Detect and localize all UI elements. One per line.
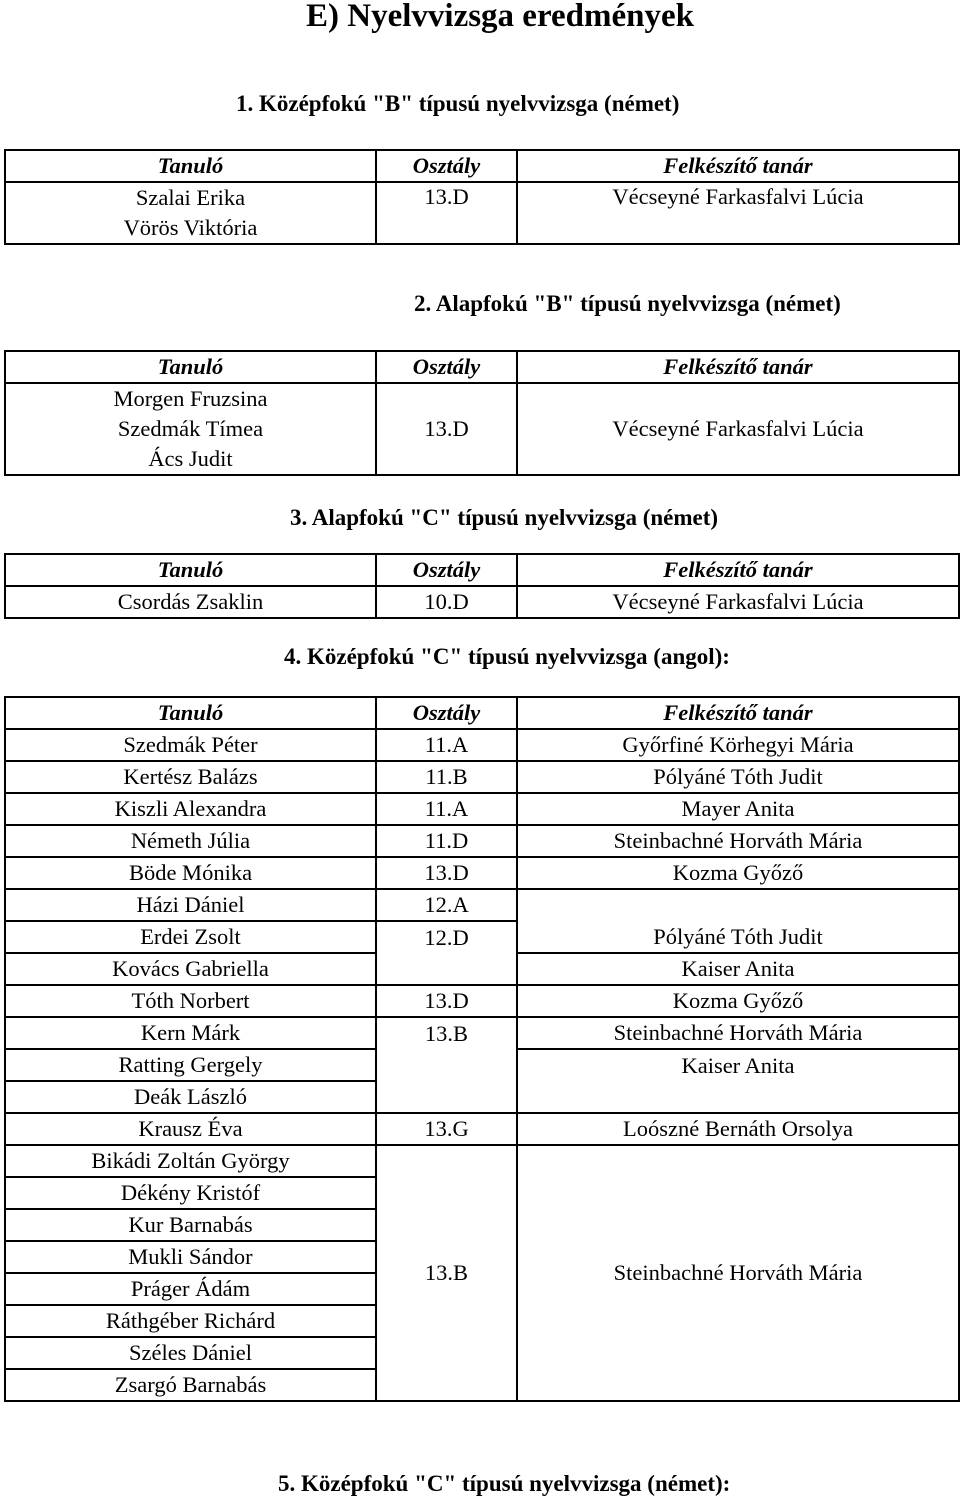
section-1-table bbox=[4, 149, 960, 245]
teacher-cell: Vécseyné Farkasfalvi Lúcia bbox=[517, 182, 959, 244]
page-title: E) Nyelvvizsga eredmények bbox=[306, 0, 694, 34]
class-cell: 13.G bbox=[376, 1113, 517, 1145]
table-row bbox=[5, 1049, 959, 1081]
student-cell: Szedmák Tímea bbox=[5, 414, 376, 444]
student-cell: Deák László bbox=[5, 1081, 376, 1113]
header-teacher: Felkészítő tanár bbox=[517, 554, 959, 586]
table-row bbox=[5, 889, 959, 921]
section-2-table bbox=[4, 350, 960, 476]
section-4-table bbox=[4, 696, 960, 1402]
student-cell: Kovács Gabriella bbox=[5, 953, 376, 985]
student-cell: Böde Mónika bbox=[5, 857, 376, 889]
student-cell: Kern Márk bbox=[5, 1017, 376, 1049]
teacher-cell: Loószné Bernáth Orsolya bbox=[517, 1113, 959, 1145]
class-cell: 11.A bbox=[376, 729, 517, 761]
table-row bbox=[5, 1145, 959, 1177]
teacher-cell: Pólyáné Tóth Judit bbox=[517, 921, 959, 953]
section-3-table bbox=[4, 553, 960, 619]
class-cell: 10.D bbox=[376, 586, 517, 618]
teacher-cell: Mayer Anita bbox=[517, 793, 959, 825]
teacher-cell: Kozma Győző bbox=[517, 985, 959, 1017]
teacher-cell bbox=[517, 889, 959, 921]
teacher-cell: Kaiser Anita bbox=[517, 1049, 959, 1081]
student-cell: Ráthgéber Richárd bbox=[5, 1305, 376, 1337]
student-cell: Szedmák Péter bbox=[5, 729, 376, 761]
student-cell: Házi Dániel bbox=[5, 889, 376, 921]
table-row bbox=[5, 1081, 959, 1113]
class-cell: 12.D bbox=[376, 921, 517, 953]
table-header-row bbox=[5, 150, 959, 182]
table-row bbox=[5, 921, 959, 953]
header-teacher: Felkészítő tanár bbox=[517, 351, 959, 383]
table-header-row bbox=[5, 697, 959, 729]
table-row bbox=[5, 729, 959, 761]
student-cell: Vörös Viktória bbox=[5, 213, 376, 244]
student-cell: Ács Judit bbox=[5, 444, 376, 475]
table-header-row bbox=[5, 554, 959, 586]
group-class-cell: 13.B bbox=[376, 1145, 517, 1401]
teacher-cell: Kozma Győző bbox=[517, 857, 959, 889]
student-cell: Csordás Zsaklin bbox=[5, 586, 376, 618]
group-teacher-cell: Steinbachné Horváth Mária bbox=[517, 1145, 959, 1401]
student-cell: Zsargó Barnabás bbox=[5, 1369, 376, 1401]
class-cell: 13.D bbox=[376, 182, 517, 244]
class-cell: 13.D bbox=[376, 985, 517, 1017]
student-cell: Ratting Gergely bbox=[5, 1049, 376, 1081]
student-cell: Krausz Éva bbox=[5, 1113, 376, 1145]
class-cell: 13.B bbox=[376, 1017, 517, 1049]
table-row bbox=[5, 1017, 959, 1049]
class-cell bbox=[376, 1081, 517, 1113]
table-row bbox=[5, 182, 959, 213]
student-cell: Bikádi Zoltán György bbox=[5, 1145, 376, 1177]
section-3-heading: 3. Alapfokú "C" típusú nyelvvizsga (német) bbox=[290, 505, 719, 530]
student-cell: Kur Barnabás bbox=[5, 1209, 376, 1241]
table-row bbox=[5, 586, 959, 618]
section-4-heading: 4. Középfokú "C" típusú nyelvvizsga (angol): bbox=[284, 644, 730, 669]
student-cell: Erdei Zsolt bbox=[5, 921, 376, 953]
teacher-cell: Győrfiné Körhegyi Mária bbox=[517, 729, 959, 761]
header-student: Tanuló bbox=[5, 554, 376, 586]
class-cell bbox=[376, 1049, 517, 1081]
teacher-cell: Steinbachné Horváth Mária bbox=[517, 825, 959, 857]
class-cell: 11.B bbox=[376, 761, 517, 793]
student-cell: Morgen Fruzsina bbox=[5, 383, 376, 414]
student-cell: Szalai Erika bbox=[5, 182, 376, 213]
header-class: Osztály bbox=[376, 697, 517, 729]
header-class: Osztály bbox=[376, 351, 517, 383]
table-row bbox=[5, 793, 959, 825]
student-cell: Kertész Balázs bbox=[5, 761, 376, 793]
teacher-cell: Vécseyné Farkasfalvi Lúcia bbox=[517, 586, 959, 618]
student-cell: Németh Júlia bbox=[5, 825, 376, 857]
table-row bbox=[5, 383, 959, 414]
student-cell: Mukli Sándor bbox=[5, 1241, 376, 1273]
header-class: Osztály bbox=[376, 554, 517, 586]
teacher-cell: Steinbachné Horváth Mária bbox=[517, 1017, 959, 1049]
table-row bbox=[5, 761, 959, 793]
table-row bbox=[5, 825, 959, 857]
class-cell: 13.D bbox=[376, 383, 517, 475]
class-cell: 13.D bbox=[376, 857, 517, 889]
class-cell: 12.A bbox=[376, 889, 517, 921]
teacher-cell: Kaiser Anita bbox=[517, 953, 959, 985]
header-class: Osztály bbox=[376, 150, 517, 182]
header-teacher: Felkészítő tanár bbox=[517, 697, 959, 729]
class-cell bbox=[376, 953, 517, 985]
student-cell: Széles Dániel bbox=[5, 1337, 376, 1369]
section-1-heading: 1. Középfokú "B" típusú nyelvvizsga (német) bbox=[236, 91, 680, 116]
teacher-cell bbox=[517, 1081, 959, 1113]
table-header-row bbox=[5, 351, 959, 383]
table-row bbox=[5, 1113, 959, 1145]
teacher-cell: Pólyáné Tóth Judit bbox=[517, 761, 959, 793]
class-cell: 11.A bbox=[376, 793, 517, 825]
table-row bbox=[5, 857, 959, 889]
header-teacher: Felkészítő tanár bbox=[517, 150, 959, 182]
section-2-heading: 2. Alapfokú "B" típusú nyelvvizsga (német) bbox=[414, 291, 841, 316]
student-cell: Dékény Kristóf bbox=[5, 1177, 376, 1209]
table-row bbox=[5, 953, 959, 985]
header-student: Tanuló bbox=[5, 697, 376, 729]
table-row bbox=[5, 985, 959, 1017]
student-cell: Tóth Norbert bbox=[5, 985, 376, 1017]
class-cell: 11.D bbox=[376, 825, 517, 857]
teacher-cell: Vécseyné Farkasfalvi Lúcia bbox=[517, 383, 959, 475]
student-cell: Práger Ádám bbox=[5, 1273, 376, 1305]
student-cell: Kiszli Alexandra bbox=[5, 793, 376, 825]
section-5-heading: 5. Középfokú "C" típusú nyelvvizsga (német): bbox=[278, 1471, 731, 1496]
header-student: Tanuló bbox=[5, 150, 376, 182]
header-student: Tanuló bbox=[5, 351, 376, 383]
